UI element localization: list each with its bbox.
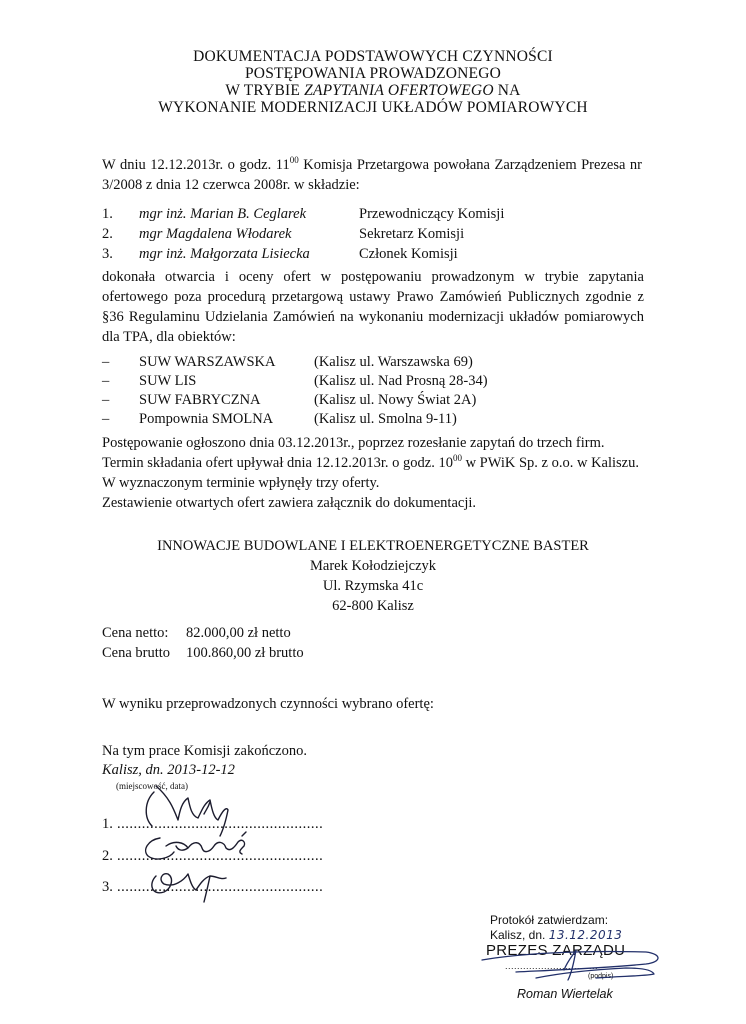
place-date: Kalisz, dn. 2013-12-12: [102, 762, 235, 778]
signature-number: 1.: [102, 816, 113, 832]
bidder-company: INNOWACJE BUDOWLANE I ELEKTROENERGETYCZNE BASTER: [157, 538, 589, 554]
closing-text: Na tym prace Komisji zakończono.: [102, 743, 307, 759]
approval-dots: ...............................: [505, 961, 599, 971]
bidder-city: 62-800 Kalisz: [332, 598, 414, 614]
approval-heading: Protokół zatwierdzam:: [490, 913, 609, 927]
intro-paragraph: [102, 155, 642, 195]
approval-date-label: Kalisz, dn.: [490, 928, 546, 942]
note-deadline-post: w PWiK Sp. z o.o. w Kaliszu.: [461, 455, 639, 471]
object-dash: –: [102, 392, 110, 408]
approval-caption: (podpis): [588, 973, 614, 980]
title-line-2: POSTĘPOWANIA PROWADZONEGO: [244, 65, 502, 82]
note-deadline: [102, 453, 647, 473]
body-paragraph: dokonała otwarcia i oceny ofert w postępowaniu prowadzonym w trybie zapytania ofertowego poza procedurą przetargową ustawy Prawo Zamówień Publicznych zgodnie z §36 Regulaminu Udzielania Zamówień na wykonaniu modernizacji układów pomiarowych dla TPA, dla obiektów:: [102, 269, 644, 345]
intro-post: Komisja Przetargowa powołana Zarządzeniem Prezesa nr 3/2008 z dnia 12 czerwca 2008r. w składzie:: [102, 157, 642, 193]
note-announced: Postępowanie ogłoszono dnia 03.12.2013r., poprzez rozesłanie zapytań do trzech firm.: [102, 435, 605, 451]
title-line-3-post: NA: [493, 82, 521, 99]
object-dash: –: [102, 354, 110, 370]
document-title: [0, 48, 746, 116]
approval-signature-handwriting: [476, 940, 676, 990]
object-name: SUW FABRYCZNA: [139, 392, 261, 408]
place-date-caption: (miejscowość, data): [116, 781, 188, 791]
stamp-title: PREZES ZARZĄDU: [486, 942, 626, 959]
member-number: 3.: [102, 246, 113, 262]
title-line-3-italic: ZAPYTANIA OFERTOWEGO: [304, 82, 494, 99]
title-line-1: DOKUMENTACJA PODSTAWOWYCH CZYNNOŚCI: [193, 48, 553, 65]
note-summary: Zestawienie otwartych ofert zawiera załącznik do dokumentacji.: [102, 495, 477, 511]
intro-pre: W dniu 12.12.2013r. o godz. 11: [102, 157, 290, 173]
intro-sup: 00: [289, 155, 299, 165]
object-address: (Kalisz ul. Nowy Świat 2A): [314, 392, 477, 408]
member-number: 2.: [102, 226, 113, 242]
member-name: mgr inż. Małgorzata Lisiecka: [139, 246, 310, 262]
signature-dots: ..................................................: [112, 816, 324, 832]
object-dash: –: [102, 373, 110, 389]
bidder-block: [0, 536, 746, 616]
note-deadline-sup: 00: [452, 453, 462, 463]
notes-block: [102, 433, 647, 513]
signature-dots: ..................................................: [112, 848, 324, 864]
bidder-street: Ul. Rzymska 41c: [322, 578, 424, 594]
member-name: mgr Magdalena Włodarek: [139, 226, 292, 242]
member-number: 1.: [102, 206, 113, 222]
object-name: SUW WARSZAWSKA: [139, 354, 276, 370]
stamp-name: Roman Wiertelak: [517, 987, 613, 1001]
price-label: Cena brutto: [102, 645, 171, 661]
price-value: 82.000,00 zł netto: [186, 625, 291, 641]
object-address: (Kalisz ul. Smolna 9-11): [314, 411, 457, 427]
title-line-4: WYKONANIE MODERNIZACJI UKŁADÓW POMIAROWYCH: [158, 99, 588, 116]
object-dash: –: [102, 411, 110, 427]
note-deadline-pre: Termin składania ofert upływał dnia 12.12.2013r. o godz. 10: [102, 455, 453, 471]
bidder-person: Marek Kołodziejczyk: [309, 558, 437, 574]
object-address: (Kalisz ul. Nad Prosną 28-34): [314, 373, 488, 389]
price-value: 100.860,00 zł brutto: [186, 645, 304, 661]
title-line-3-pre: W TRYBIE: [225, 82, 305, 99]
result-text: W wyniku przeprowadzonych czynności wybrano ofertę:: [102, 696, 434, 712]
committee-signatures-handwriting: [130, 780, 270, 905]
object-address: (Kalisz ul. Warszawska 69): [314, 354, 473, 370]
signature-dots: ..................................................: [112, 879, 324, 895]
object-name: Pompownia SMOLNA: [139, 411, 274, 427]
member-name: mgr inż. Marian B. Ceglarek: [139, 206, 307, 222]
object-name: SUW LIS: [139, 373, 197, 389]
approval-date-handwritten: 13.12.2013: [548, 928, 623, 942]
signature-number: 2.: [102, 848, 113, 864]
member-role: Sekretarz Komisji: [359, 226, 465, 242]
signature-number: 3.: [102, 879, 113, 895]
member-role: Przewodniczący Komisji: [359, 206, 505, 222]
member-role: Członek Komisji: [359, 246, 458, 262]
title-line-3: [0, 82, 746, 99]
price-label: Cena netto:: [102, 625, 169, 641]
note-received: W wyznaczonym terminie wpłynęły trzy oferty.: [102, 475, 380, 491]
